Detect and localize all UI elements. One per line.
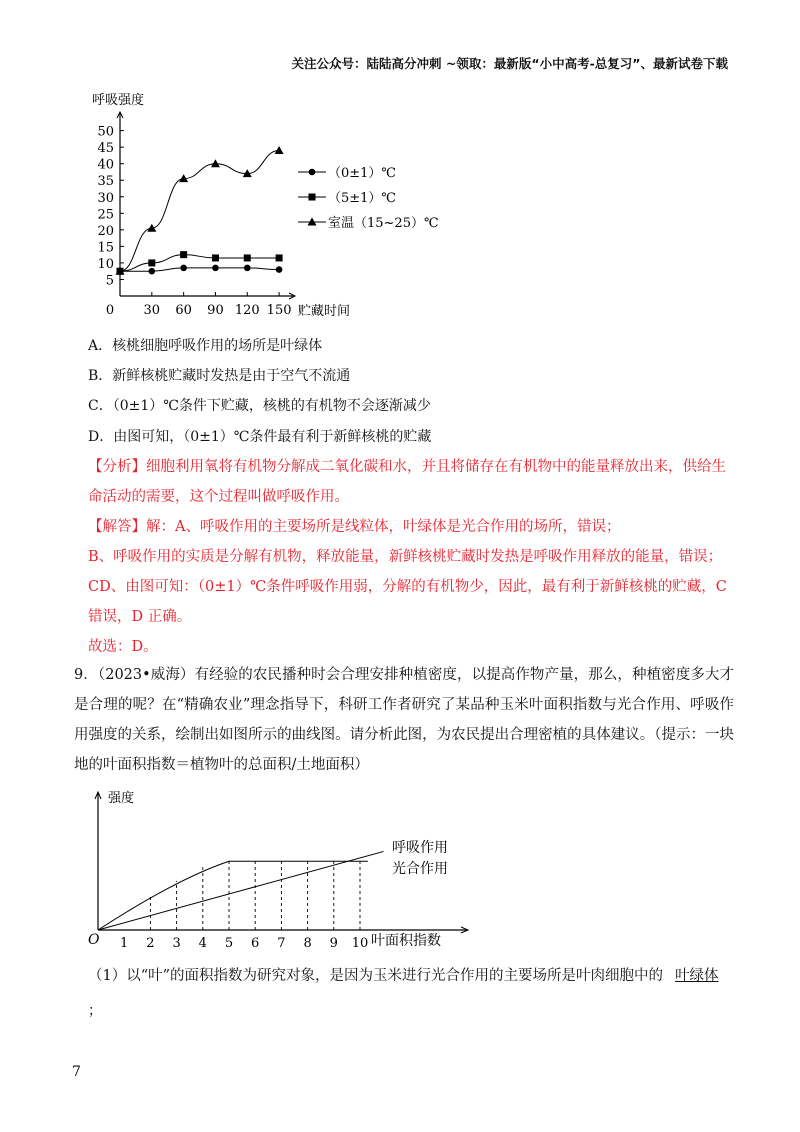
respiration-chart	[80, 90, 460, 326]
chart2-dashes	[120, 861, 368, 951]
chart2-origin: O	[88, 932, 100, 948]
circle-marker	[276, 266, 283, 273]
leaf-area-chart	[80, 782, 500, 952]
chart2-xtick-label: 1	[120, 936, 129, 951]
square-marker	[180, 251, 187, 258]
chart1-ytick-label: 40	[97, 157, 114, 173]
question-9: 9．（2023•威海）有经验的农民播种时会合理安排种植密度，以提高作物产量，那么，种植密度多大才是合理的呢？在“精确农业”理念指导下，科研工作者研究了某品种玉米叶面积指数与光合作用、呼吸作用强度的关系，绘制出如图所示的曲线图。请分析此图，为农民提出合理密植的具体建议。（提示：一块地的叶面积指数＝植物叶的总面积/土地面积）	[74, 667, 734, 773]
circle-marker	[149, 268, 156, 275]
chart1-ylabel: 呼吸强度	[92, 93, 145, 108]
semicolon: ；	[88, 1003, 102, 1019]
chart1-legend	[298, 166, 439, 231]
triangle-marker	[275, 146, 284, 154]
square-marker	[309, 194, 316, 201]
chart1-series-line	[120, 268, 279, 271]
square-marker	[212, 254, 219, 261]
chart2-labels	[392, 840, 448, 877]
chart2-series	[98, 851, 384, 930]
chart1-ticks	[97, 125, 291, 318]
chart1-ytick-label: 25	[97, 207, 114, 223]
chart2-xtick-label: 2	[146, 936, 155, 951]
chart2-xtick-label: 6	[251, 936, 260, 951]
chart1-series-line	[120, 255, 279, 272]
chart1-series-line	[120, 150, 279, 271]
analysis-text: 【分析】细胞利用氧将有机物分解成二氧化碳和水，并且将储存在有机物中的能量释放出来，供给生命活动的需要，这个过程叫做呼吸作用。	[88, 459, 726, 505]
sub-question-1	[88, 965, 719, 987]
circle-marker	[180, 265, 187, 272]
chart1-ytick-label: 20	[97, 223, 114, 239]
chart1-xlabel: 贮藏时间	[298, 304, 351, 319]
chart2-xtick-label: 4	[198, 936, 207, 951]
legend-label: （0±1）℃	[328, 166, 396, 181]
chart1-ytick-label: 10	[97, 256, 114, 272]
option-a: A．核桃细胞呼吸作用的场所是叶绿体	[88, 338, 323, 354]
chart1-ytick-label: 45	[97, 141, 114, 157]
page-header: 关注公众号：陆陆高分冲刺 ~领取：最新版“小中高考-总复习”、最新试卷下载	[291, 56, 728, 71]
option-c: C．（0±1）℃条件下贮藏，核桃的有机物不会逐渐减少	[88, 398, 431, 414]
chart2-xtick-label: 7	[277, 936, 286, 951]
option-b: B．新鲜核桃贮藏时发热是由于空气不流通	[88, 368, 351, 384]
answer-choice: 故选：D。	[88, 639, 158, 655]
chart1-ytick-label: 35	[97, 174, 114, 190]
chart1-xtick-label: 120	[234, 303, 260, 318]
square-marker	[244, 254, 251, 261]
sub-question-1-answer: 叶绿体	[675, 968, 719, 984]
answer-line-1: 【解答】解：A、呼吸作用的主要场所是线粒体，叶绿体是光合作用的场所，错误；	[88, 519, 621, 535]
square-marker	[148, 259, 155, 266]
chart1-xtick-label: 30	[143, 303, 161, 318]
chart1-ytick-label: 50	[97, 124, 114, 140]
chart2-xtick-label: 5	[224, 936, 234, 951]
chart2-xtick-label: 8	[303, 936, 312, 951]
chart2-xtick-label: 3	[172, 936, 181, 951]
legend-label: 室温（15~25）℃	[328, 216, 439, 231]
answer-line-2: B、呼吸作用的实质是分解有机物，释放能量，新鲜核桃贮藏时发热是呼吸作用释放的能量，错误；	[88, 549, 723, 565]
chart2-series-label: 呼吸作用	[392, 840, 448, 856]
chart1-ytick-label: 5	[105, 273, 114, 289]
option-d: D．由图可知，（0±1）℃条件最有利于新鲜核桃的贮藏	[88, 429, 432, 445]
page-number: 7	[72, 1064, 81, 1080]
circle-marker	[309, 169, 316, 176]
chart1-xtick-label: 90	[207, 303, 224, 318]
chart2-xlabel: 叶面积指数	[371, 933, 441, 949]
chart2-series-line	[98, 861, 368, 930]
chart2-xtick-label: 10	[351, 936, 369, 951]
triangle-marker	[211, 159, 220, 167]
chart2-series-label: 光合作用	[392, 861, 448, 877]
chart1-xtick-label: 60	[175, 303, 192, 318]
circle-marker	[244, 265, 251, 272]
chart1-xtick-label: 0	[105, 303, 115, 318]
chart2-ylabel: 强度	[108, 791, 135, 806]
answer-line-3: CD、由图可知：（0±1）℃条件呼吸作用弱，分解的有机物少，因此，最有利于新鲜核桃的贮藏，C 错误，D 正确。	[88, 579, 727, 625]
chart1-ytick-label: 30	[97, 190, 114, 206]
chart1-series	[116, 146, 284, 275]
square-marker	[276, 254, 283, 261]
sub-question-1-text: （1）以“叶”的面积指数为研究对象，是因为玉米进行光合作用的主要场所是叶肉细胞中的	[88, 968, 664, 984]
circle-marker	[212, 265, 219, 272]
chart2-series-line	[98, 851, 384, 930]
chart1-ytick-label: 15	[97, 240, 114, 256]
chart2-xtick-label: 9	[329, 936, 338, 951]
legend-label: （5±1）℃	[328, 191, 396, 206]
chart1-xtick-label: 150	[266, 303, 292, 318]
